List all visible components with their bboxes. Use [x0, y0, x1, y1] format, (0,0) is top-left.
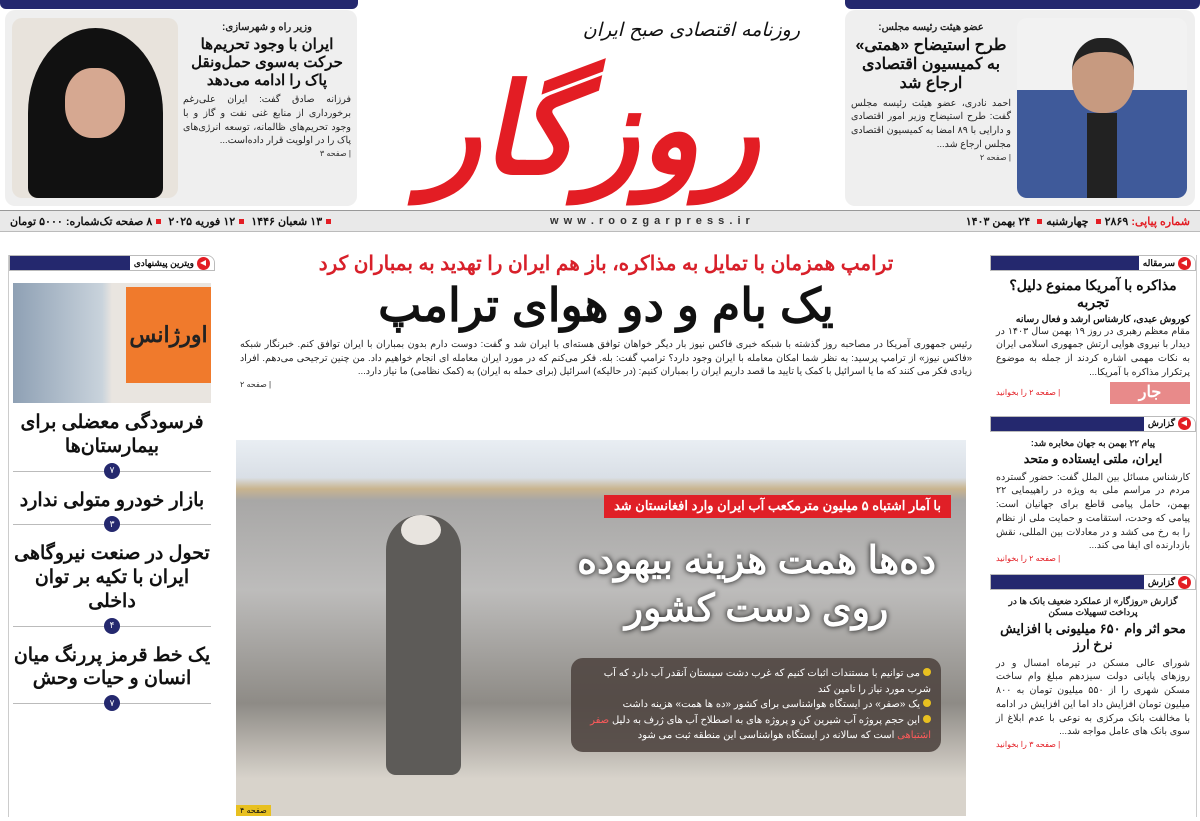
- page-badge: ۳: [104, 516, 120, 532]
- main-body: رئیس جمهوری آمریکا در مصاحبه روز گذشته با شبکه خبری فاکس نیوز بار دیگر خواهان توافق هسته‌ای با ایران شد و گفت: دوست دارم بدون بمباران با ایران توافق کنم. خبرنگار شبکه «فاکس نیوز» از ترامپ پرسید: به نظر شما امکان معامله با ایران وجود دارد؟ ترامپ گفت: بله. فکر می‌کنم که در مورد ایران معامله ای انجام خواهیم داد. من چنین ترجیحی می‌دهم. افراد زیادی فکر می کنند که ما یا اسرائیل با کمک یا تایید ما قصد داریم ایران را بمباران کنیم: (در حالیکه) اسرائیل (برای حمله به ایران) به (کمک نظامی) ما نیاز دارد...: [240, 338, 972, 378]
- list-item[interactable]: یک خط قرمز پررنگ میان انسان و حیات وحش: [13, 644, 211, 690]
- body: شورای عالی مسکن در تیرماه امسال و در روزهای پایانی دولت سیزدهم مبلغ وام ساخت مسکن شهری را از ۵۵۰ میلیون تومان به ۸۰۰ میلیون تومان افزایش داد اما این افزایش در ادامه با مخالفت بانک مرکزی به نوعی با عدم ابلاغ از سوی بانک های عامل مواجه شد...: [996, 657, 1190, 738]
- headline: مذاکره با آمریکا ممنوع دلیل؟ تجربه: [1009, 277, 1177, 310]
- section-label: ویترین پیشنهادی: [133, 257, 194, 268]
- kicker: عضو هیئت رئیسه مجلس:: [878, 22, 984, 33]
- right-column: [990, 255, 1197, 817]
- page-ref[interactable]: | صفحه ۲ را بخوانید: [996, 554, 1061, 564]
- logo: روزگار: [415, 61, 785, 200]
- issue-label: شماره پیاپی:: [1131, 215, 1190, 228]
- section-label: سرمقاله: [1142, 257, 1175, 268]
- photo-sign: اورژانس: [126, 287, 211, 383]
- masthead: [360, 0, 840, 208]
- section-header: [990, 574, 1196, 590]
- bullet: یک «صفر» در ایستگاه هواشناسی برای کشور «ده ها همت» هزینه داشت: [622, 699, 920, 710]
- date-bar: [0, 210, 1200, 232]
- website[interactable]: w w w . r o o z g a r p r e s s . i r: [550, 215, 751, 227]
- issue-number: ۲۸۶۹: [1104, 215, 1129, 228]
- page-badge: ۴: [104, 618, 120, 634]
- page-ref[interactable]: | صفحه ۲: [240, 380, 272, 390]
- page-ref[interactable]: | صفحه ۲: [979, 152, 1011, 162]
- body: فرزانه صادق گفت: ایران علی‌رغم برخورداری از منابع غنی نفت و گاز و با وجود تحریم‌های ظالمانه، توسعه انرژی‌های پاک را در اولویت قرار داده‌است...: [183, 94, 351, 147]
- author: کوروش عبدی، کارشناس ارشد و فعال رسانه: [1015, 313, 1190, 325]
- page-badge: ۷: [104, 463, 120, 479]
- list-item[interactable]: تحول در صنعت نیروگاهی ایران با تکیه بر توان داخلی: [14, 543, 210, 612]
- page-ref[interactable]: صفحه ۴: [236, 805, 271, 816]
- headline: محو اثر وام ۶۵۰ میلیونی با افزایش نرخ ارز: [1000, 621, 1186, 653]
- section-header: [990, 416, 1196, 432]
- main-headline: یک بام و دو هوای ترامپ: [378, 279, 834, 331]
- left-column: [8, 255, 215, 817]
- arrow-icon: [1178, 257, 1191, 270]
- body: کارشناس مسائل بین الملل گفت: حضور گسترده مردم در مراسم ملی به ویژه در راهپیمایی ۲۲ بهمن، حامل پیامی قاطع برای جهانیان است: پیامی که وحدت، استقامت و حمایت ملی از نظام را به رخ می کشد و در معادلات بین المللی، نقش بازدارنده ای ایفا می کند...: [996, 471, 1190, 552]
- headline-line-1: ده‌ها همت هزینه بیهوده: [577, 540, 936, 582]
- headline: ایران با وجود تحریم‌ها حرکت به‌سوی حمل‌ونقل پاک را ادامه می‌دهد: [191, 36, 343, 89]
- hospital-photo: [13, 283, 211, 403]
- kicker: پیام ۲۲ بهمن به جهان مخابره شد:: [1030, 437, 1156, 448]
- photo-headline: [577, 538, 936, 633]
- headline: ایران، ملتی ایستاده و متحد: [1023, 451, 1163, 466]
- gregorian-date: ۱۲ فوریه ۲۰۲۵: [168, 215, 236, 228]
- report-1[interactable]: [990, 432, 1196, 571]
- body: مقام معظم رهبری در روز ۱۹ بهمن سال ۱۴۰۳ در دیدار با نیروی هوایی ارتش جمهوری اسلامی ایران به نکات مهمی اشاره کردند از جمله به موضوع پرتکرار مذاکره با آمریکا...: [996, 325, 1190, 378]
- headline: طرح استیضاح «همتی» به کمیسیون اقتصادی ارجاع شد: [855, 37, 1007, 93]
- page-ref[interactable]: | صفحه ۳: [319, 149, 351, 159]
- photo-kicker: با آمار اشتباه ۵ میلیون مترمکعب آب ایران وارد افغانستان شد: [604, 495, 951, 518]
- kicker: وزیر راه و شهرسازی:: [222, 22, 312, 33]
- kicker: گزارش «روزگار» از عملکرد ضعیف بانک ها در پرداخت تسهیلات مسکن: [1008, 596, 1178, 618]
- bullet: است که سالانه در ایستگاه هواشناسی این منطقه ثبت می شود: [637, 730, 895, 741]
- stamp: جار: [1110, 382, 1190, 404]
- list-item[interactable]: بازار خودرو متولی ندارد: [19, 489, 205, 511]
- headline-line-2: روی دست کشور: [624, 587, 889, 630]
- top-left-story[interactable]: [5, 10, 357, 206]
- portrait-photo: [12, 18, 178, 198]
- section-header: [9, 255, 215, 271]
- weekday: چهارشنبه: [1046, 215, 1089, 228]
- top-left-bar: [0, 0, 358, 9]
- lunar-date: ۱۳ شعبان ۱۴۴۶: [251, 215, 323, 228]
- tagline: روزنامه اقتصادی صبح ایران: [582, 19, 800, 41]
- photo-story[interactable]: [236, 440, 966, 816]
- arrow-icon: [197, 257, 210, 270]
- arrow-icon: [1178, 576, 1191, 589]
- pages-price: ۸ صفحه تک‌شماره: ۵۰۰۰ تومان: [10, 215, 153, 228]
- main-story[interactable]: [232, 252, 980, 390]
- page-ref[interactable]: | صفحه ۳ را بخوانید: [996, 740, 1061, 750]
- highlight: صفر اشتباهی: [590, 714, 931, 741]
- top-right-story[interactable]: [845, 10, 1195, 206]
- top-right-bar: [845, 0, 1200, 9]
- man-figure: [386, 515, 461, 775]
- page-ref[interactable]: | صفحه ۲ را بخوانید: [996, 388, 1061, 398]
- bullet: می توانیم با مستندات اثبات کنیم که غرب دشت سیستان آنقدر آب دارد که آب شرب مورد نیاز را تامین کند: [603, 668, 931, 695]
- bullets-box: [571, 658, 941, 752]
- page-badge: ۷: [104, 695, 120, 711]
- editorial[interactable]: [990, 271, 1196, 410]
- list-item[interactable]: فرسودگی معضلی برای بیمارستان‌ها: [20, 412, 204, 457]
- section-header: [990, 255, 1196, 271]
- portrait-photo: [1017, 18, 1187, 198]
- section-label: گزارش: [1147, 576, 1175, 587]
- body: احمد نادری، عضو هیئت رئیسه مجلس گفت: طرح استیضاح وزیر امور اقتصادی و دارایی با ۸۹ امضا به کمیسیون اقتصادی مجلس ارجاع شد...: [851, 97, 1011, 150]
- section-label: گزارش: [1147, 418, 1175, 429]
- surtitle: ترامپ همزمان با تمایل به مذاکره، باز هم ایران را تهدید به بمباران کرد: [318, 253, 894, 275]
- report-2[interactable]: [990, 590, 1196, 756]
- arrow-icon: [1178, 417, 1191, 430]
- bullet: این حجم پروژه آب شیرین کن و پروژه های به اصطلاح آب های ژرف به دلیل: [611, 714, 920, 726]
- solar-date: ۲۴ بهمن ۱۴۰۳: [965, 215, 1031, 228]
